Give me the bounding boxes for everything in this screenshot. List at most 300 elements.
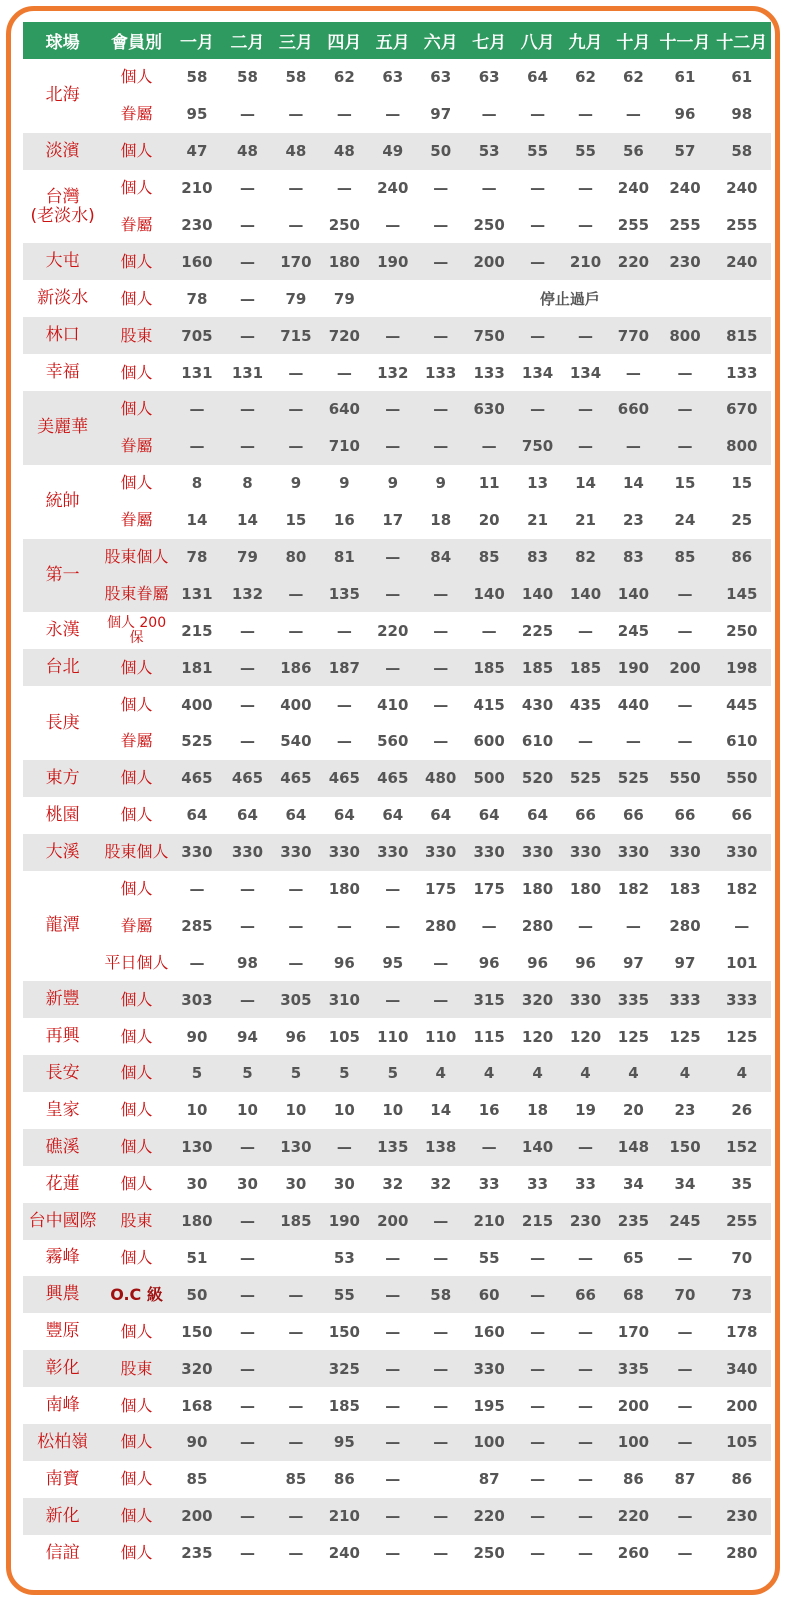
price-cell: 240 bbox=[669, 179, 701, 198]
price-cell: 66 bbox=[575, 806, 596, 825]
price-cell: 182 bbox=[726, 880, 758, 899]
club-name: 北海 bbox=[45, 85, 80, 106]
price-cell: — bbox=[336, 916, 352, 935]
price-cell: — bbox=[239, 105, 255, 124]
price-cell: — bbox=[530, 1396, 546, 1415]
price-cell: 540 bbox=[280, 732, 312, 751]
member-type: 個人 bbox=[102, 133, 171, 170]
member-type: 個人 bbox=[120, 1395, 153, 1415]
price-cell: — bbox=[288, 953, 304, 972]
price-cell: 94 bbox=[237, 1027, 258, 1046]
price-cell: — bbox=[625, 916, 641, 935]
table-row bbox=[23, 1313, 771, 1350]
table-row bbox=[23, 871, 771, 908]
price-cell: 55 bbox=[320, 1276, 369, 1313]
price-cell: — bbox=[272, 391, 320, 428]
member-type: 個人 200 保 bbox=[106, 614, 167, 646]
price-cell: 250 bbox=[726, 621, 758, 640]
price-cell: 8 bbox=[242, 474, 253, 493]
price-cell: — bbox=[417, 243, 465, 280]
price-cell: — bbox=[417, 1350, 465, 1387]
price-cell: — bbox=[481, 179, 497, 198]
price-cell: — bbox=[578, 1248, 593, 1267]
member-type: 眷屬 bbox=[120, 215, 153, 234]
price-cell: 198 bbox=[713, 649, 771, 686]
price-cell: 5 bbox=[369, 1055, 417, 1092]
price-cell: — bbox=[514, 1276, 562, 1313]
price-cell: — bbox=[578, 1544, 593, 1563]
member-type: 個人 bbox=[120, 473, 153, 493]
price-cell: 81 bbox=[320, 539, 369, 576]
price-cell: 465 bbox=[369, 760, 417, 797]
member-type: 個人 bbox=[120, 1247, 153, 1267]
price-cell: — bbox=[223, 1498, 272, 1535]
price-cell: — bbox=[514, 391, 562, 428]
header-nov: 十一月 bbox=[657, 22, 712, 59]
member-type: 個人 bbox=[120, 1321, 153, 1341]
price-cell: 325 bbox=[320, 1350, 369, 1387]
price-cell: 185 bbox=[465, 649, 514, 686]
price-cell: 132 bbox=[223, 575, 272, 612]
price-cell: — bbox=[320, 1129, 369, 1166]
price-cell: 48 bbox=[320, 133, 369, 170]
price-cell: 140 bbox=[514, 1129, 562, 1166]
price-cell: 11 bbox=[478, 474, 500, 493]
club-name: 桃園 bbox=[45, 804, 80, 825]
header-club: 球場 bbox=[23, 22, 102, 59]
club-name: 新淡水 bbox=[37, 288, 89, 309]
price-cell: 255 bbox=[726, 216, 758, 234]
price-cell: — bbox=[465, 1129, 514, 1166]
price-cell: 280 bbox=[669, 916, 701, 935]
price-cell: 705 bbox=[171, 317, 223, 354]
member-type: 個人 bbox=[102, 1424, 171, 1461]
price-cell: 560 bbox=[377, 732, 409, 751]
price-cell: 80 bbox=[272, 539, 320, 576]
price-cell: 410 bbox=[377, 695, 409, 714]
price-cell: 53 bbox=[465, 133, 514, 170]
price-cell: 97 bbox=[430, 105, 452, 124]
price-cell: — bbox=[578, 916, 593, 935]
price-cell: — bbox=[677, 1248, 693, 1267]
price-cell: 135 bbox=[369, 1129, 417, 1166]
table-row bbox=[23, 207, 771, 244]
price-cell: 4 bbox=[657, 1055, 712, 1092]
price-cell: 10 bbox=[333, 1101, 355, 1120]
club-name: 台北 bbox=[23, 649, 102, 686]
price-cell: — bbox=[369, 981, 417, 1018]
price-cell: 20 bbox=[622, 1101, 644, 1120]
price-cell: 610 bbox=[726, 732, 758, 751]
price-cell: — bbox=[223, 1276, 272, 1313]
price-cell: 150 bbox=[328, 1322, 360, 1341]
club-name: 花蓮 bbox=[45, 1173, 80, 1194]
price-cell: 4 bbox=[609, 1055, 657, 1092]
price-cell: 190 bbox=[369, 243, 417, 280]
member-type: 股東 bbox=[102, 1203, 171, 1240]
table-row bbox=[23, 280, 771, 317]
price-cell: 187 bbox=[320, 649, 369, 686]
price-cell: — bbox=[223, 428, 272, 465]
price-cell: 185 bbox=[514, 649, 562, 686]
price-cell: 90 bbox=[186, 1027, 208, 1046]
member-type: 個人 bbox=[102, 1498, 171, 1535]
price-cell: — bbox=[562, 317, 610, 354]
price-cell: 330 bbox=[609, 834, 657, 871]
price-cell: 90 bbox=[171, 1424, 223, 1461]
price-cell: 525 bbox=[562, 760, 610, 797]
price-cell: 815 bbox=[713, 317, 771, 354]
price-cell: 200 bbox=[726, 1396, 758, 1415]
price-cell: 168 bbox=[181, 1396, 213, 1415]
price-cell: 50 bbox=[417, 133, 465, 170]
price-cell: 230 bbox=[562, 1203, 610, 1240]
price-cell: — bbox=[223, 1424, 272, 1461]
price-cell: 64 bbox=[527, 68, 549, 87]
price-cell: 720 bbox=[320, 317, 369, 354]
club-name: 彰化 bbox=[23, 1350, 102, 1387]
price-cell: 255 bbox=[669, 216, 701, 234]
price-cell: — bbox=[433, 695, 449, 714]
price-cell: — bbox=[530, 105, 546, 124]
price-cell: 30 bbox=[186, 1175, 208, 1194]
price-cell: 96 bbox=[575, 953, 596, 972]
price-cell: — bbox=[272, 428, 320, 465]
price-cell: — bbox=[514, 1350, 562, 1387]
price-cell: — bbox=[433, 1396, 449, 1415]
price-cell: — bbox=[677, 621, 693, 640]
price-cell: 13 bbox=[527, 474, 549, 493]
club-name: 幸福 bbox=[45, 362, 80, 383]
table-row bbox=[23, 391, 771, 428]
club-name: 礁溪 bbox=[23, 1129, 102, 1166]
price-cell: — bbox=[578, 732, 593, 751]
price-cell: 10 bbox=[237, 1101, 258, 1120]
price-cell: — bbox=[677, 1544, 693, 1563]
price-cell: 96 bbox=[285, 1027, 307, 1046]
price-cell: — bbox=[514, 1424, 562, 1461]
price-cell: — bbox=[369, 649, 417, 686]
golf-membership-price-table bbox=[23, 22, 771, 1572]
price-cell: 215 bbox=[514, 1203, 562, 1240]
price-cell: 335 bbox=[609, 1350, 657, 1387]
price-cell: 58 bbox=[285, 68, 307, 87]
price-cell: 48 bbox=[223, 133, 272, 170]
table-row bbox=[23, 1387, 771, 1424]
price-cell: 400 bbox=[181, 695, 213, 714]
club-name: 龍潭 bbox=[45, 915, 80, 936]
price-cell: — bbox=[514, 243, 562, 280]
price-cell: — bbox=[385, 216, 401, 234]
club-name: 興農 bbox=[23, 1276, 102, 1313]
price-cell: — bbox=[433, 216, 449, 234]
price-cell: 15 bbox=[285, 511, 307, 530]
price-cell: 210 bbox=[181, 179, 213, 198]
price-cell: 132 bbox=[377, 363, 409, 382]
price-cell: 48 bbox=[272, 133, 320, 170]
table-row bbox=[23, 1055, 771, 1092]
price-cell: 195 bbox=[473, 1396, 505, 1415]
price-cell: 800 bbox=[713, 428, 771, 465]
price-cell: 63 bbox=[478, 68, 500, 87]
header-dec: 十二月 bbox=[713, 22, 771, 59]
price-cell: 330 bbox=[223, 834, 272, 871]
price-cell: 14 bbox=[237, 511, 258, 530]
price-cell: 520 bbox=[514, 760, 562, 797]
price-cell: 285 bbox=[181, 916, 213, 935]
price-cell: 18 bbox=[430, 511, 452, 530]
price-cell: 64 bbox=[430, 806, 452, 825]
price-cell: 62 bbox=[333, 68, 355, 87]
price-cell: 130 bbox=[171, 1129, 223, 1166]
price-cell: — bbox=[677, 363, 693, 382]
price-cell: 85 bbox=[186, 1470, 208, 1489]
price-cell: 140 bbox=[609, 575, 657, 612]
price-cell: 4 bbox=[713, 1055, 771, 1092]
price-cell: — bbox=[433, 953, 449, 972]
price-cell: 770 bbox=[609, 317, 657, 354]
price-cell: 97 bbox=[674, 953, 696, 972]
price-cell: 150 bbox=[181, 1322, 213, 1341]
header-mar: 三月 bbox=[272, 22, 320, 59]
member-type: 眷屬 bbox=[102, 428, 171, 465]
price-cell: — bbox=[336, 179, 352, 198]
price-cell: 78 bbox=[171, 539, 223, 576]
price-cell: 64 bbox=[478, 806, 500, 825]
price-cell: — bbox=[657, 1498, 712, 1535]
price-cell: 87 bbox=[478, 1470, 500, 1489]
club-name: 東方 bbox=[23, 760, 102, 797]
price-cell: 525 bbox=[181, 732, 213, 751]
price-cell: — bbox=[369, 391, 417, 428]
member-type: 平日個人 bbox=[104, 952, 169, 972]
member-type: 個人 bbox=[102, 391, 171, 428]
price-cell: 175 bbox=[473, 880, 505, 899]
price-cell: 330 bbox=[171, 834, 223, 871]
price-cell: 440 bbox=[617, 695, 650, 714]
price-cell: — bbox=[272, 1498, 320, 1535]
price-cell: — bbox=[272, 1424, 320, 1461]
price-cell: 660 bbox=[609, 391, 657, 428]
price-cell: — bbox=[385, 1322, 401, 1341]
price-cell: — bbox=[239, 695, 255, 714]
club-name: 大屯 bbox=[23, 243, 102, 280]
price-cell: — bbox=[223, 649, 272, 686]
price-cell: 60 bbox=[465, 1276, 514, 1313]
price-cell: 55 bbox=[562, 133, 610, 170]
price-cell: 5 bbox=[223, 1055, 272, 1092]
price-cell: 4 bbox=[465, 1055, 514, 1092]
price-cell: 715 bbox=[272, 317, 320, 354]
price-cell: — bbox=[239, 179, 255, 198]
price-cell: — bbox=[288, 363, 304, 382]
price-cell: — bbox=[417, 1498, 465, 1535]
club-name: 皇家 bbox=[45, 1099, 80, 1120]
price-cell: — bbox=[385, 916, 401, 935]
price-cell: 79 bbox=[285, 289, 307, 308]
price-cell: 200 bbox=[657, 649, 712, 686]
price-cell: — bbox=[657, 1350, 712, 1387]
price-cell: — bbox=[562, 1350, 610, 1387]
table-row bbox=[23, 797, 771, 834]
price-cell: — bbox=[562, 1129, 610, 1166]
price-cell: — bbox=[336, 105, 352, 124]
price-cell: — bbox=[369, 428, 417, 465]
price-cell: 64 bbox=[527, 806, 549, 825]
club-name: 永漢 bbox=[45, 620, 80, 641]
price-cell: 245 bbox=[617, 621, 650, 640]
price-cell: 64 bbox=[333, 806, 355, 825]
price-cell: — bbox=[288, 105, 304, 124]
price-cell: — bbox=[562, 428, 610, 465]
price-cell: — bbox=[369, 1276, 417, 1313]
member-type: 個人 bbox=[102, 243, 171, 280]
club-name: 再興 bbox=[45, 1026, 80, 1047]
price-cell: 430 bbox=[521, 695, 554, 714]
price-cell: 180 bbox=[328, 880, 360, 899]
price-cell: 85 bbox=[657, 539, 712, 576]
price-cell: 125 bbox=[669, 1027, 701, 1046]
price-cell: — bbox=[578, 1322, 593, 1341]
member-type: 個人 bbox=[120, 178, 153, 198]
price-cell: 83 bbox=[514, 539, 562, 576]
price-cell: 185 bbox=[328, 1396, 360, 1415]
price-cell: 9 bbox=[387, 474, 398, 493]
price-cell bbox=[417, 1461, 465, 1498]
member-type: 股東 bbox=[102, 1350, 171, 1387]
price-cell: — bbox=[272, 1276, 320, 1313]
price-cell: 58 bbox=[417, 1276, 465, 1313]
price-cell: — bbox=[657, 575, 712, 612]
member-type: 個人 bbox=[120, 67, 153, 87]
member-type: 個人 bbox=[120, 879, 153, 899]
table-row bbox=[23, 1018, 771, 1055]
price-cell: 15 bbox=[674, 474, 696, 493]
price-cell: 125 bbox=[726, 1027, 758, 1046]
price-cell: 134 bbox=[569, 363, 602, 382]
price-cell: 230 bbox=[713, 1498, 771, 1535]
price-cell: 115 bbox=[473, 1027, 505, 1046]
price-cell: 25 bbox=[731, 511, 753, 530]
price-cell: 465 bbox=[272, 760, 320, 797]
table-row bbox=[23, 96, 771, 133]
price-cell: 34 bbox=[622, 1175, 644, 1194]
price-cell: 15 bbox=[731, 474, 753, 493]
price-cell: 82 bbox=[562, 539, 610, 576]
price-cell: 250 bbox=[328, 216, 360, 234]
price-cell: — bbox=[239, 880, 255, 899]
price-cell: 330 bbox=[272, 834, 320, 871]
price-cell: — bbox=[433, 732, 449, 751]
table-row bbox=[23, 907, 771, 944]
member-type: 眷屬 bbox=[120, 915, 153, 935]
price-cell: 280 bbox=[521, 916, 554, 935]
table-row bbox=[23, 760, 771, 797]
header-apr: 四月 bbox=[320, 22, 369, 59]
price-cell: 200 bbox=[465, 243, 514, 280]
price-cell: — bbox=[239, 289, 255, 308]
price-cell: — bbox=[239, 621, 255, 640]
table-row bbox=[23, 465, 771, 502]
price-cell: 240 bbox=[713, 243, 771, 280]
price-cell: — bbox=[530, 1470, 546, 1489]
price-cell: — bbox=[385, 1544, 401, 1563]
club-name: 大溪 bbox=[23, 834, 102, 871]
price-cell: 335 bbox=[609, 981, 657, 1018]
price-cell: 70 bbox=[657, 1276, 712, 1313]
price-cell: — bbox=[336, 732, 352, 751]
price-cell: — bbox=[385, 1396, 401, 1415]
price-cell: 66 bbox=[562, 1276, 610, 1313]
club-name: 長安 bbox=[23, 1055, 102, 1092]
price-cell: 178 bbox=[726, 1322, 758, 1341]
header-aug: 八月 bbox=[514, 22, 562, 59]
price-cell: 120 bbox=[521, 1027, 554, 1046]
header-jun: 六月 bbox=[417, 22, 465, 59]
price-cell: 105 bbox=[328, 1027, 360, 1046]
member-type: 個人 bbox=[120, 1100, 153, 1120]
price-cell: 235 bbox=[181, 1544, 213, 1563]
price-cell: — bbox=[288, 621, 304, 640]
price-cell: 96 bbox=[527, 953, 549, 972]
price-cell: — bbox=[417, 391, 465, 428]
price-cell: 800 bbox=[657, 317, 712, 354]
price-cell: 20 bbox=[478, 511, 500, 530]
price-cell: 138 bbox=[417, 1129, 465, 1166]
price-cell: — bbox=[481, 621, 497, 640]
price-cell: 65 bbox=[622, 1248, 644, 1267]
price-cell: 9 bbox=[339, 474, 350, 493]
price-cell: 220 bbox=[377, 621, 409, 640]
price-cell: 57 bbox=[657, 133, 712, 170]
price-cell: 315 bbox=[465, 981, 514, 1018]
price-cell: 330 bbox=[369, 834, 417, 871]
member-type: 個人 bbox=[102, 981, 171, 1018]
table-body bbox=[23, 59, 771, 1572]
price-cell: 255 bbox=[617, 216, 650, 234]
price-cell: — bbox=[433, 621, 449, 640]
price-cell: — bbox=[609, 428, 657, 465]
price-cell: 35 bbox=[731, 1175, 753, 1194]
price-cell bbox=[272, 1350, 320, 1387]
price-cell: 160 bbox=[171, 243, 223, 280]
table-row bbox=[23, 649, 771, 686]
price-cell: — bbox=[336, 695, 352, 714]
price-cell: 66 bbox=[674, 806, 696, 825]
price-cell: 465 bbox=[320, 760, 369, 797]
price-cell: 134 bbox=[521, 363, 554, 382]
table-row bbox=[23, 354, 771, 391]
price-cell: 230 bbox=[657, 243, 712, 280]
price-cell: 550 bbox=[657, 760, 712, 797]
price-cell: 400 bbox=[280, 695, 312, 714]
price-cell: — bbox=[171, 428, 223, 465]
price-cell: 68 bbox=[609, 1276, 657, 1313]
price-cell: — bbox=[625, 105, 641, 124]
price-cell: — bbox=[417, 649, 465, 686]
price-cell: 86 bbox=[731, 1470, 753, 1489]
price-cell bbox=[272, 1240, 320, 1277]
club-name: 霧峰 bbox=[45, 1247, 80, 1268]
price-cell: — bbox=[239, 732, 255, 751]
price-cell: — bbox=[578, 216, 593, 234]
price-cell: 245 bbox=[657, 1203, 712, 1240]
price-cell: 21 bbox=[575, 511, 596, 530]
price-cell: 180 bbox=[521, 880, 554, 899]
price-cell: 240 bbox=[328, 1544, 360, 1563]
member-type: 個人 bbox=[120, 1469, 153, 1489]
price-cell: 305 bbox=[272, 981, 320, 1018]
